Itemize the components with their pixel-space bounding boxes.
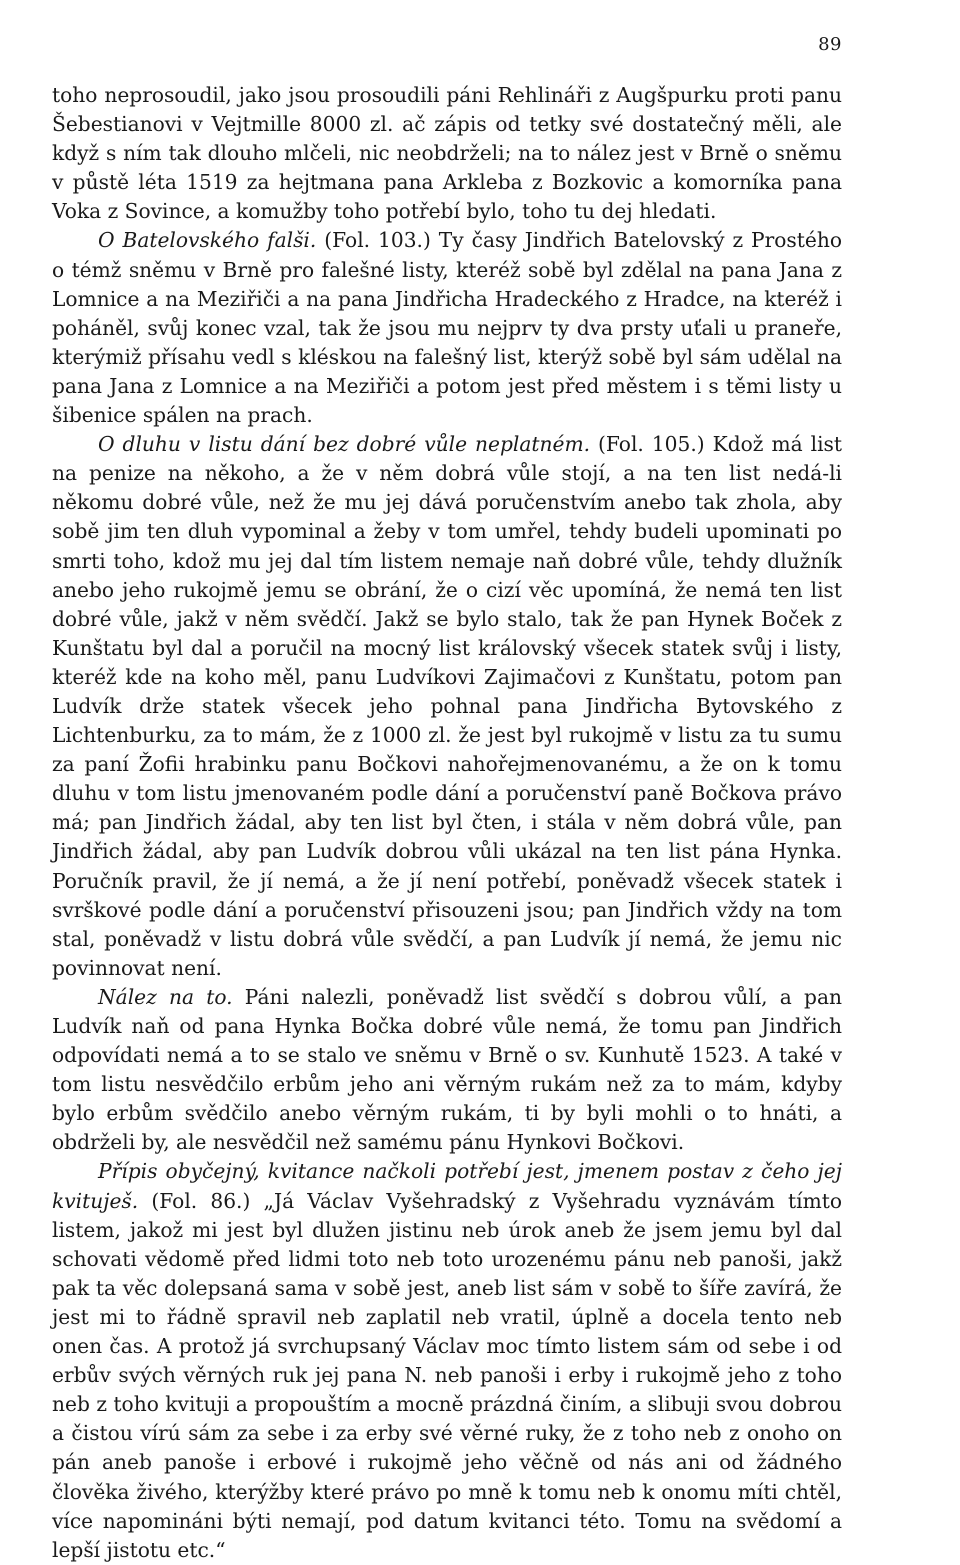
paragraph-3	[52, 430, 842, 983]
document-page	[52, 0, 843, 1562]
paragraph-2-heading: O Batelovského falši.	[98, 228, 317, 253]
body-text	[52, 81, 842, 1565]
page-number: 89	[818, 34, 842, 55]
paragraph-4	[52, 983, 842, 1158]
paragraph-1-text: toho neprosoudil, jako jsou prosoudili páni Rehlináři z Augšpurku proti panu Šebestianovi v Vejtmille 8000 zl. ač zápis od tetky své dostatečný měli, ale když s ním tak dlouho mlčeli, nic neobdrželi; na to nález jest v Brně o sněmu v půstě léta 1519 za hejtmana pana Arkleba z Bozkovic a komorníka pana Voka z Sovince, a komužby toho potřebí bylo, toho tu dej hledati.	[52, 83, 842, 224]
paragraph-4-text: Páni nalezli, poněvadž list svědčí s dobrou vůlí, a pan Ludvík naň od pana Hynka Bočka dobré vůle nemá, že tomu pan Jindřich odpovídati nemá a to se stalo ve sněmu v Brně o sv. Kunhutě 1523. A také v tom listu nesvědčilo erbům jeho ani věrným rukám než za to mám, kdyby bylo erbům svědčilo anebo věrným rukám, ti by byli mohli o to hnáti, a obdrželi by, ale nesvědčil než samému pánu Hynkovi Bočkovi.	[52, 984, 842, 1155]
paragraph-2	[52, 226, 842, 430]
paragraph-2-text: (Fol. 103.) Ty časy Jindřich Batelovský z Prostého o témž sněmu v Brně pro falešné listy, kteréž sobě byl zdělal na pana Jana z Lomnice a na Meziřiči a na pana Jindřicha Hradeckého z Hradce, na kteréž i poháněl, svůj konec vzal, tak že jsou mu nejprv ty dva prsty uťali u praneře, kterýmiž přísahu vedl s kléskou na falešný list, kterýž sobě byl sám udělal na pana Jana z Lomnice a na Meziřiči a potom jest před městem i s těmi listy u šibenice spálen na prach.	[52, 228, 842, 428]
paragraph-5-heading: Přípis obyčejný, kvitance načkoli potřebí jest, jmenem postav z čeho jej kvituješ.	[52, 1159, 842, 1213]
paragraph-4-heading: Nález na to.	[98, 984, 233, 1009]
paragraph-5-text: (Fol. 86.) „Já Václav Vyšehradský z Vyšehradu vyznávám tímto listem, jakož mi jest byl dlužen jistinu neb úrok aneb že jsem jemu byl dal schovati vědomě před lidmi toto neb toto urozenému pánu neb panoši, jakž pak ta věc dolepsaná sama v sobě jest, aneb list sám v sobě to šíře zavírá, že jest mi to řádně spravil neb zaplatil neb vratil, úplně a docela tento neb onen čas. A protož já svrchupsaný Václav moc tímto listem sám od sebe i od erbův svých věrných ruk jej pana N. neb panoši i erby i rukojmě jeho z toho neb z toho kvituji a propouštím a mocně prázdná činím, a slibuji svou dobrou a čistou vírú sám za sebe i za erby své věrné ruky, že z toho neb z onoho on pán aneb panoše i erbové i rukojmě jeho věčně od nás ani od žádného člověka živého, kterýžby které právo po mně k tomu neb k onomu míti chtěl, více napomináni býti nemají, pod datum kvitanci této. Tomu na svědomí a lepší jistotu etc.“	[52, 1188, 842, 1562]
paragraph-3-text: (Fol. 105.) Kdož má list na penize na někoho, a že v něm dobrá vůle stojí, a na ten list nedá-li někomu dobré vůle, než že mu jej dává poručenstvím anebo tak zhola, aby sobě jim ten dluh vypominal a žeby v tom umřel, tehdy budeli upominati po smrti toho, kdož mu jej dal tím listem nemaje naň dobré vůle, tehdy dlužník anebo jeho rukojmě jemu se obrání, že o cizí věc upomíná, že nemá ten list dobré vůle, jakž v něm svědčí. Jakž se bylo stalo, tak že pan Hynek Boček z Kunštatu byl dal a poručil na mocný list královský všecek statek svůj i listy, kteréž kde na koho měl, panu Ludvíkovi Zajimačovi z Kunštatu, potom pan Ludvík drže statek všecek jeho pohnal pana Jindřicha Bytovského z Lichtenburku, za to mám, že z 1000 zl. že jest byl rukojmě v listu za tu sumu za paní Žofii hrabinku panu Bočkovi nahořejmenovanému, a že on k tomu dluhu v tom listu jmenovaném podle dání a poručenství paně Bočkova právo má; pan Jindřich žádal, aby ten list byl čten, i stála v něm dobrá vůle, pan Jindřich žádal, aby pan Ludvík dobrou vůli ukázal na ten list pána Hynka. Poručník pravil, že jí nemá, a že jí není potřebí, poněvadž všecek statek i svrškové podle dání a poručenství přisouzeni jsou; pan Jindřich vždy na tom stal, poněvadž v listu dobrá vůle svědčí, a pan Ludvík jí nemá, že jemu nic povinnovat není.	[52, 432, 843, 980]
paragraph-1	[52, 81, 842, 226]
paragraph-3-heading: O dluhu v listu dání bez dobré vůle neplatném.	[98, 432, 591, 457]
paragraph-5	[52, 1157, 842, 1564]
